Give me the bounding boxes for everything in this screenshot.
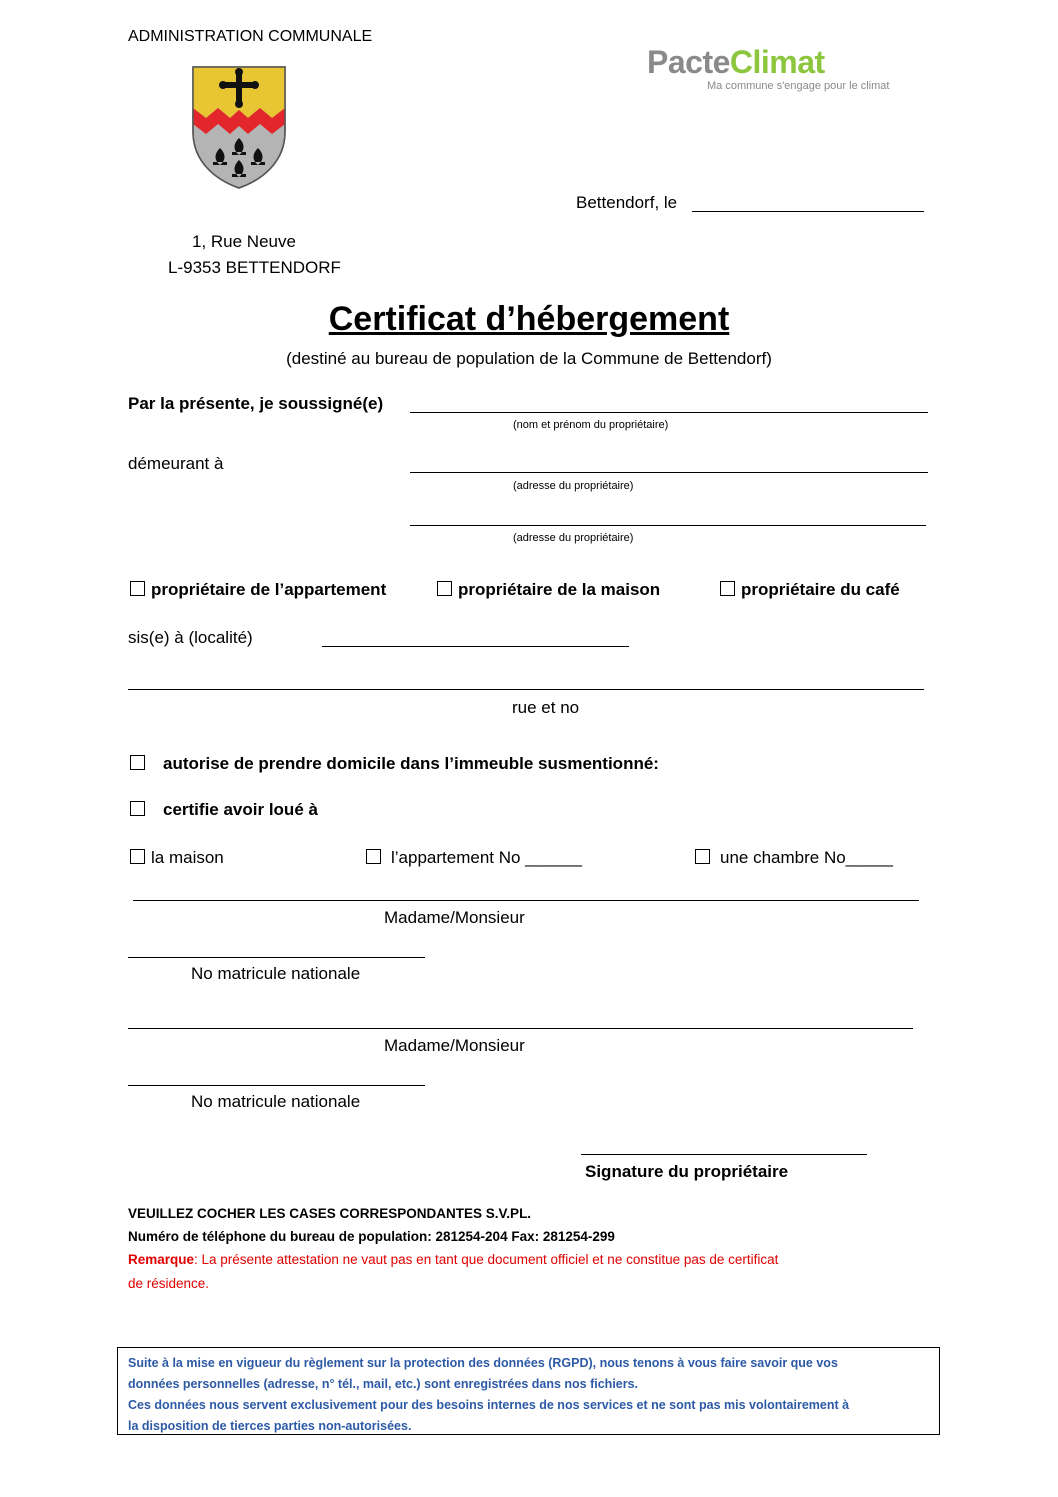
owner-name-hint: (nom et prénom du propriétaire) [513,419,669,431]
person2-name-field[interactable] [128,1028,913,1029]
person2-name-hint: Madame/Monsieur [384,1036,525,1055]
location-label: sis(e) à (localité) [128,628,253,647]
administration-label: ADMINISTRATION COMMUNALE [128,28,373,45]
person2-matricule-field[interactable] [128,1085,425,1086]
signature-field[interactable] [581,1154,867,1155]
checkbox-icon [720,581,735,596]
owner-apartment-label: propriétaire de l’appartement [151,580,387,599]
gdpr-line2: données personnelles (adresse, n° tél., mail, etc.) sont enregistrées dans nos fichiers. [128,1377,639,1391]
locality-field[interactable] [322,646,629,647]
checkbox-rent-room[interactable] [695,848,893,868]
date-label: Bettendorf, le [576,193,678,212]
remark-text [128,1252,778,1267]
address-line1: 1, Rue Neuve [192,232,296,251]
signature-label: Signature du propriétaire [585,1162,789,1181]
person1-matricule-hint: No matricule nationale [191,964,361,983]
certify-label: certifie avoir loué à [163,800,318,819]
page-title: Certificat d’hébergement [328,300,730,338]
person1-matricule-field[interactable] [128,957,425,958]
street-field[interactable] [128,689,924,690]
owner-cafe-label: propriétaire du café [741,580,900,599]
gdpr-notice-box [117,1347,940,1435]
checkbox-owner-cafe[interactable] [720,580,900,600]
owner-house-label: propriétaire de la maison [458,580,661,599]
remark-line1: : La présente attestation ne vaut pas en tant que document officiel et ne constitue pas de certificat [194,1252,779,1267]
check-note: VEUILLEZ COCHER LES CASES CORRESPONDANTES S.V.PL. [128,1206,532,1221]
checkbox-icon [366,849,381,864]
checkbox-icon [130,755,145,770]
phone-info: Numéro de téléphone du bureau de population: 281254-204 Fax: 281254-299 [128,1229,615,1244]
pacte-climat-logo [647,44,825,81]
rent-apartment-label: l’appartement No ______ [391,848,582,867]
date-field[interactable] [692,211,924,212]
coat-of-arms-icon [190,64,288,190]
remark-label: Remarque [128,1252,195,1267]
rent-room-label: une chambre No_____ [720,848,893,867]
page-subtitle: (destiné au bureau de population de la Commune de Bettendorf) [286,349,772,368]
person2-matricule-hint: No matricule nationale [191,1092,361,1111]
checkbox-authorize[interactable] [130,754,659,774]
owner-intro: Par la présente, je soussigné(e) [128,394,384,413]
gdpr-line4: la disposition de tierces parties non-autorisées. [128,1419,412,1433]
address-line2: L-9353 BETTENDORF [168,258,341,277]
checkbox-certify[interactable] [130,800,318,820]
person1-name-field[interactable] [133,900,919,901]
owner-name-field[interactable] [410,412,928,413]
checkbox-icon [437,581,452,596]
checkbox-owner-apartment[interactable] [130,580,386,600]
rent-house-label: la maison [151,848,224,867]
street-hint: rue et no [512,698,580,717]
person1-name-hint: Madame/Monsieur [384,908,525,927]
logo-pacte-text: Pacte [647,44,730,80]
gdpr-line1: Suite à la mise en vigueur du règlement sur la protection des données (RGPD), nous tenons à vous faire savoir que vos [128,1356,838,1370]
gdpr-line3: Ces données nous servent exclusivement pour des besoins internes de nos services et ne sont pas mis volontairement à [128,1398,850,1412]
checkbox-icon [130,581,145,596]
owner-address-hint-1: (adresse du propriétaire) [513,480,634,492]
checkbox-rent-apartment[interactable] [366,848,582,868]
logo-climat-text: Climat [729,44,825,80]
checkbox-icon [695,849,710,864]
checkbox-rent-house[interactable] [130,848,224,868]
checkbox-icon [130,801,145,816]
owner-address-hint-2: (adresse du propriétaire) [513,532,634,544]
checkbox-icon [130,849,145,864]
logo-tagline: Ma commune s'engage pour le climat [707,80,890,92]
residing-label: démeurant à [128,454,224,473]
remark-line2: de résidence. [128,1276,210,1291]
authorize-label: autorise de prendre domicile dans l’immeuble susmentionné: [163,754,659,773]
owner-address-field-2[interactable] [410,525,926,526]
checkbox-owner-house[interactable] [437,580,660,600]
owner-address-field-1[interactable] [410,472,928,473]
